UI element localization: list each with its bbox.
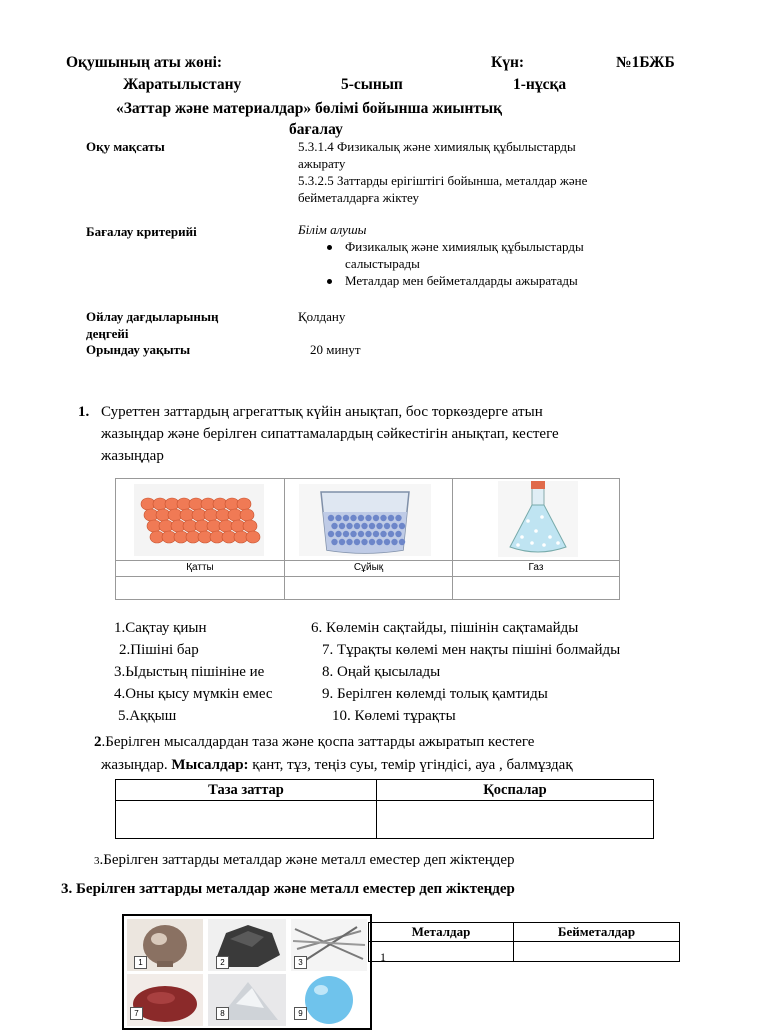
- liquid-particle: [358, 531, 364, 537]
- item-9: 9. Берілген көлемді толық қамтиды: [322, 686, 548, 702]
- col-nonmetals: Бейметалдар: [514, 923, 680, 942]
- caption-liquid: Сұйық: [353, 562, 384, 573]
- liquid-particle: [373, 515, 379, 521]
- liquid-particle: [350, 515, 356, 521]
- goal-label: Оқу мақсаты: [86, 139, 165, 154]
- liquid-particle: [339, 523, 345, 529]
- liquid-particle: [395, 531, 401, 537]
- liquid-particle: [380, 515, 386, 521]
- goal-2b: бейметалдарға жіктеу: [298, 190, 419, 205]
- liquid-particle: [380, 531, 386, 537]
- liquid-image: [299, 484, 431, 556]
- pure-answer-cell[interactable]: [116, 801, 377, 839]
- time-label: Орындау уақыты: [86, 342, 191, 357]
- sphere-particle: [243, 520, 257, 532]
- criteria-2: Металдар мен бейметалдарды ажыратады: [345, 273, 578, 288]
- gas-image: [498, 481, 578, 557]
- liquid-particle: [354, 523, 360, 529]
- row-number: 1: [380, 950, 386, 964]
- liquid-particle: [369, 523, 375, 529]
- task1-line1: Суреттен заттардың агрегаттық күйін анықтап, бос торкөздерге атын: [101, 404, 543, 420]
- materials-photo-grid: [122, 914, 372, 1030]
- task3-title: 3. Берілген заттарды металдар және металл еместер деп жіктеңдер: [61, 881, 515, 897]
- photo-number: 8: [216, 1007, 229, 1020]
- item-2: 2.Пішіні бар: [119, 642, 199, 658]
- goal-2a: 5.3.2.5 Заттарды ерігіштігі бойынша, металдар және: [298, 173, 588, 188]
- metals-table: [368, 922, 680, 962]
- task2-line2: жазыңдар. Мысалдар: қант, тұз, теңіз суы, темір үгіндісі, ауа , балмұздақ: [101, 757, 573, 773]
- task2-line1: 2.Берілген мысалдардан таза және қоспа заттарды ажыратып кестеге: [94, 734, 535, 750]
- photo-number: 1: [134, 956, 147, 969]
- solid-image: [134, 484, 264, 556]
- liquid-particle: [391, 523, 397, 529]
- liquid-particle: [376, 523, 382, 529]
- task2-number: 2: [94, 734, 102, 750]
- goal-1a: 5.3.1.4 Физикалық және химиялық құбылыстарды: [298, 139, 576, 154]
- solid-spheres-icon: [134, 484, 264, 556]
- liquid-particle: [361, 539, 367, 545]
- col-pure: Таза заттар: [116, 780, 377, 801]
- time-value: 20 минут: [310, 342, 361, 357]
- goal-1b: ажырату: [298, 156, 346, 171]
- gas-particle: [548, 535, 552, 539]
- item-4: 4.Оны қысу мүмкін емес: [114, 686, 273, 702]
- gas-particle: [520, 535, 524, 539]
- gas-particle: [534, 529, 538, 533]
- col-mixtures: Қоспалар: [377, 780, 654, 801]
- student-name-label: Оқушының аты жөні:: [66, 54, 223, 71]
- nonmetals-answer-cell[interactable]: [514, 942, 680, 962]
- gas-particle: [530, 541, 534, 545]
- liquid-particle: [335, 515, 341, 521]
- photo-number: 9: [294, 1007, 307, 1020]
- liquid-particle: [350, 531, 356, 537]
- liquid-particle: [365, 515, 371, 521]
- date-label: Күн:: [491, 54, 525, 71]
- criteria-1b: салыстырады: [345, 256, 420, 271]
- caption-solid: Қатты: [186, 562, 214, 573]
- mixture-answer-cell[interactable]: [377, 801, 654, 839]
- bullet-icon: [327, 245, 332, 250]
- liquid-particle: [343, 531, 349, 537]
- bullet-icon: [327, 279, 332, 284]
- liquid-particle: [395, 515, 401, 521]
- criteria-1a: Физикалық және химиялық құбылыстарды: [345, 239, 584, 254]
- liquid-particle: [328, 515, 334, 521]
- item-5: 5.Аққыш: [118, 708, 177, 724]
- task3-line-small: 3.Берілген заттарды металдар және металл еместер деп жіктеңдер: [94, 852, 515, 868]
- liquid-beaker-icon: [299, 484, 431, 556]
- liquid-particle: [373, 531, 379, 537]
- gas-particle: [556, 541, 560, 545]
- caption-gas: Газ: [528, 562, 544, 573]
- liquid-particle: [343, 515, 349, 521]
- liquid-particle: [339, 539, 345, 545]
- grade: 5-сынып: [341, 76, 403, 93]
- liquid-particle: [331, 539, 337, 545]
- subject: Жаратылыстану: [123, 76, 242, 93]
- task1-line2: жазыңдар және берілген сипаттамалардың сәйкестігін анықтап, кестеге: [101, 426, 559, 442]
- gas-particle: [540, 515, 544, 519]
- item-10: 10. Көлемі тұрақты: [332, 708, 456, 724]
- item-1: 1.Сақтау қиын: [114, 620, 207, 636]
- gas-particle: [526, 519, 530, 523]
- gas-flask-icon: [498, 481, 578, 557]
- liquid-particle: [399, 539, 405, 545]
- variant: 1-нұсқа: [513, 76, 567, 93]
- item-8: 8. Оңай қысылады: [322, 664, 441, 680]
- liquid-particle: [346, 523, 352, 529]
- liquid-particle: [391, 539, 397, 545]
- level-label-cont: деңгейі: [86, 326, 129, 341]
- examples-label: Мысалдар:: [171, 757, 249, 773]
- photo-number: 2: [216, 956, 229, 969]
- col-metals: Металдар: [369, 923, 514, 942]
- liquid-particle: [335, 531, 341, 537]
- liquid-particle: [358, 515, 364, 521]
- task1-number: 1.: [78, 404, 90, 420]
- liquid-particle: [331, 523, 337, 529]
- page-title-cont: бағалау: [289, 121, 343, 138]
- pure-mixture-table: [115, 779, 654, 839]
- liquid-particle: [388, 531, 394, 537]
- doc-code: №1БЖБ: [616, 54, 675, 71]
- task1-line3: жазыңдар: [101, 448, 164, 464]
- liquid-particle: [369, 539, 375, 545]
- criteria-intro: Білім алушы: [298, 222, 367, 237]
- liquid-particle: [354, 539, 360, 545]
- liquid-particle: [388, 515, 394, 521]
- gas-particle: [516, 543, 520, 547]
- liquid-particle: [399, 523, 405, 529]
- gas-particle: [542, 543, 546, 547]
- liquid-particle: [384, 523, 390, 529]
- liquid-particle: [384, 539, 390, 545]
- states-table: [115, 478, 620, 600]
- sphere-particle: [237, 498, 251, 510]
- sphere-particle: [246, 531, 260, 543]
- metals-answer-cell[interactable]: [369, 942, 514, 962]
- level-value: Қолдану: [298, 309, 346, 324]
- item-3: 3.Ыдыстың пішініне ие: [114, 664, 265, 680]
- liquid-particle: [376, 539, 382, 545]
- page-title: «Заттар және материалдар» бөлімі бойынша жиынтық: [116, 100, 503, 117]
- liquid-particle: [346, 539, 352, 545]
- liquid-particle: [361, 523, 367, 529]
- photo-number: 7: [130, 1007, 143, 1020]
- item-7: 7. Тұрақты көлемі мен нақты пішіні болмайды: [322, 642, 621, 658]
- liquid-particle: [328, 531, 334, 537]
- item-6: 6. Көлемін сақтайды, пішінін сақтамайды: [311, 620, 579, 636]
- sphere-particle: [240, 509, 254, 521]
- liquid-particle: [365, 531, 371, 537]
- photo-number: 3: [294, 956, 307, 969]
- criteria-label: Бағалау критерийі: [86, 224, 197, 239]
- level-label: Ойлау дағдыларының: [86, 309, 219, 324]
